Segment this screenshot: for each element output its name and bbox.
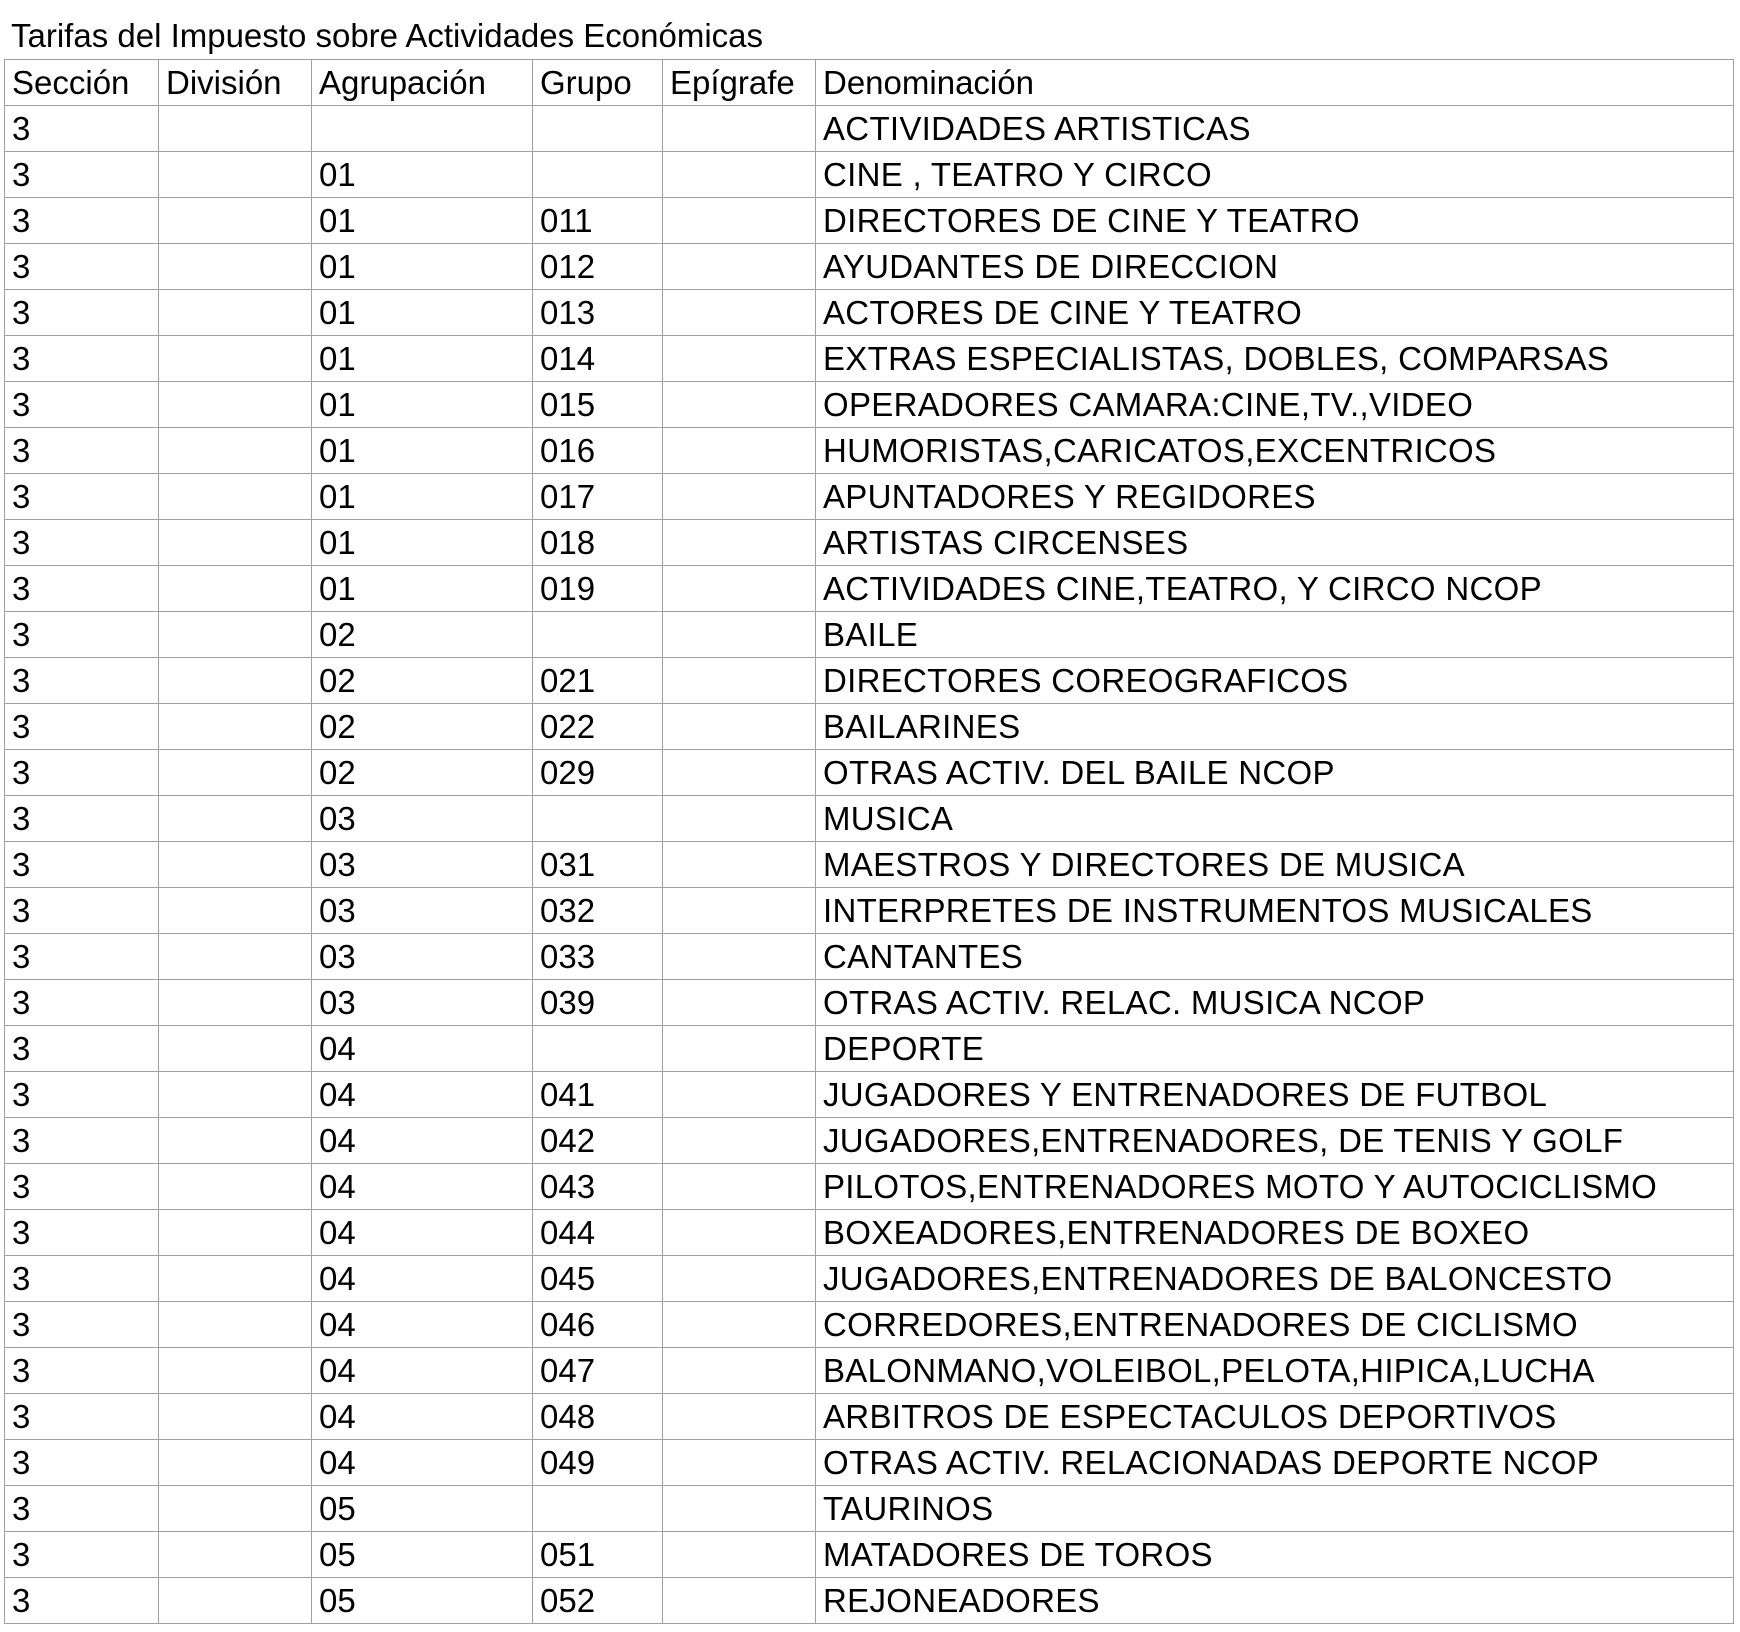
denominacion-cell: CINE , TEATRO Y CIRCO xyxy=(816,152,1734,198)
table-row xyxy=(5,888,1734,934)
table-row xyxy=(5,566,1734,612)
seccion-cell: 3 xyxy=(5,658,159,704)
denominacion-cell: REJONEADORES xyxy=(816,1578,1734,1624)
table-row xyxy=(5,198,1734,244)
agrupacion-cell: 01 xyxy=(312,336,533,382)
epigrafe-cell xyxy=(663,1532,816,1578)
table-row xyxy=(5,290,1734,336)
agrupacion-cell: 01 xyxy=(312,428,533,474)
table-row xyxy=(5,1072,1734,1118)
agrupacion-cell: 01 xyxy=(312,290,533,336)
epigrafe-cell xyxy=(663,290,816,336)
epigrafe-cell xyxy=(663,1578,816,1624)
grupo-cell: 012 xyxy=(533,244,663,290)
grupo-cell: 021 xyxy=(533,658,663,704)
division-cell xyxy=(159,1256,312,1302)
table-row xyxy=(5,612,1734,658)
epigrafe-cell xyxy=(663,1348,816,1394)
table-row xyxy=(5,382,1734,428)
seccion-cell: 3 xyxy=(5,1164,159,1210)
epigrafe-cell xyxy=(663,980,816,1026)
table-row xyxy=(5,750,1734,796)
grupo-cell: 032 xyxy=(533,888,663,934)
division-cell xyxy=(159,244,312,290)
denominacion-cell: ACTIVIDADES ARTISTICAS xyxy=(816,106,1734,152)
epigrafe-cell xyxy=(663,244,816,290)
epigrafe-cell xyxy=(663,1210,816,1256)
grupo-cell: 019 xyxy=(533,566,663,612)
grupo-cell: 017 xyxy=(533,474,663,520)
table-row xyxy=(5,1026,1734,1072)
division-cell xyxy=(159,1210,312,1256)
seccion-cell: 3 xyxy=(5,152,159,198)
division-cell xyxy=(159,474,312,520)
seccion-cell: 3 xyxy=(5,474,159,520)
table-row xyxy=(5,980,1734,1026)
seccion-cell: 3 xyxy=(5,1026,159,1072)
seccion-cell: 3 xyxy=(5,796,159,842)
agrupacion-cell: 02 xyxy=(312,612,533,658)
grupo-cell: 018 xyxy=(533,520,663,566)
table-header-row xyxy=(5,60,1734,106)
denominacion-cell: ACTORES DE CINE Y TEATRO xyxy=(816,290,1734,336)
agrupacion-cell xyxy=(312,106,533,152)
agrupacion-cell: 04 xyxy=(312,1256,533,1302)
agrupacion-cell: 01 xyxy=(312,198,533,244)
grupo-cell: 051 xyxy=(533,1532,663,1578)
seccion-cell: 3 xyxy=(5,1348,159,1394)
seccion-cell: 3 xyxy=(5,106,159,152)
denominacion-cell: OTRAS ACTIV. DEL BAILE NCOP xyxy=(816,750,1734,796)
agrupacion-cell: 02 xyxy=(312,750,533,796)
tarifas-table xyxy=(4,59,1734,1624)
table-row xyxy=(5,1486,1734,1532)
agrupacion-cell: 04 xyxy=(312,1072,533,1118)
seccion-cell: 3 xyxy=(5,1118,159,1164)
epigrafe-cell xyxy=(663,658,816,704)
division-cell xyxy=(159,1164,312,1210)
division-cell xyxy=(159,1578,312,1624)
grupo-cell: 011 xyxy=(533,198,663,244)
division-cell xyxy=(159,520,312,566)
epigrafe-cell xyxy=(663,520,816,566)
agrupacion-cell: 01 xyxy=(312,244,533,290)
division-cell xyxy=(159,1486,312,1532)
division-cell xyxy=(159,612,312,658)
table-body xyxy=(5,106,1734,1624)
seccion-cell: 3 xyxy=(5,198,159,244)
grupo-cell: 039 xyxy=(533,980,663,1026)
seccion-cell: 3 xyxy=(5,750,159,796)
denominacion-cell: OTRAS ACTIV. RELACIONADAS DEPORTE NCOP xyxy=(816,1440,1734,1486)
table-row xyxy=(5,704,1734,750)
division-cell xyxy=(159,290,312,336)
grupo-cell: 033 xyxy=(533,934,663,980)
table-row xyxy=(5,1210,1734,1256)
seccion-cell: 3 xyxy=(5,244,159,290)
seccion-cell: 3 xyxy=(5,566,159,612)
agrupacion-cell: 04 xyxy=(312,1394,533,1440)
division-cell xyxy=(159,1394,312,1440)
agrupacion-cell: 01 xyxy=(312,474,533,520)
epigrafe-cell xyxy=(663,1256,816,1302)
agrupacion-cell: 05 xyxy=(312,1486,533,1532)
seccion-cell: 3 xyxy=(5,1486,159,1532)
denominacion-cell: ARTISTAS CIRCENSES xyxy=(816,520,1734,566)
denominacion-cell: DEPORTE xyxy=(816,1026,1734,1072)
table-row xyxy=(5,1302,1734,1348)
denominacion-cell: JUGADORES Y ENTRENADORES DE FUTBOL xyxy=(816,1072,1734,1118)
epigrafe-cell xyxy=(663,750,816,796)
agrupacion-cell: 01 xyxy=(312,152,533,198)
seccion-cell: 3 xyxy=(5,704,159,750)
epigrafe-cell xyxy=(663,1440,816,1486)
agrupacion-cell: 03 xyxy=(312,888,533,934)
epigrafe-cell xyxy=(663,1164,816,1210)
table-row xyxy=(5,474,1734,520)
epigrafe-cell xyxy=(663,382,816,428)
grupo-cell: 052 xyxy=(533,1578,663,1624)
table-row xyxy=(5,1394,1734,1440)
denominacion-cell: BALONMANO,VOLEIBOL,PELOTA,HIPICA,LUCHA xyxy=(816,1348,1734,1394)
column-header-seccion: Sección xyxy=(5,60,159,106)
division-cell xyxy=(159,980,312,1026)
epigrafe-cell xyxy=(663,1486,816,1532)
division-cell xyxy=(159,888,312,934)
seccion-cell: 3 xyxy=(5,888,159,934)
grupo-cell xyxy=(533,106,663,152)
grupo-cell: 014 xyxy=(533,336,663,382)
denominacion-cell: DIRECTORES DE CINE Y TEATRO xyxy=(816,198,1734,244)
denominacion-cell: INTERPRETES DE INSTRUMENTOS MUSICALES xyxy=(816,888,1734,934)
table-row xyxy=(5,934,1734,980)
denominacion-cell: OTRAS ACTIV. RELAC. MUSICA NCOP xyxy=(816,980,1734,1026)
column-header-division: División xyxy=(159,60,312,106)
grupo-cell xyxy=(533,1026,663,1072)
agrupacion-cell: 01 xyxy=(312,520,533,566)
grupo-cell: 031 xyxy=(533,842,663,888)
agrupacion-cell: 05 xyxy=(312,1578,533,1624)
seccion-cell: 3 xyxy=(5,1210,159,1256)
seccion-cell: 3 xyxy=(5,336,159,382)
table-row xyxy=(5,1532,1734,1578)
agrupacion-cell: 04 xyxy=(312,1348,533,1394)
epigrafe-cell xyxy=(663,1118,816,1164)
denominacion-cell: APUNTADORES Y REGIDORES xyxy=(816,474,1734,520)
denominacion-cell: MAESTROS Y DIRECTORES DE MUSICA xyxy=(816,842,1734,888)
agrupacion-cell: 04 xyxy=(312,1210,533,1256)
table-row xyxy=(5,1578,1734,1624)
epigrafe-cell xyxy=(663,106,816,152)
seccion-cell: 3 xyxy=(5,290,159,336)
table-row xyxy=(5,336,1734,382)
grupo-cell: 046 xyxy=(533,1302,663,1348)
denominacion-cell: BAILE xyxy=(816,612,1734,658)
table-row xyxy=(5,1348,1734,1394)
seccion-cell: 3 xyxy=(5,520,159,566)
division-cell xyxy=(159,106,312,152)
division-cell xyxy=(159,842,312,888)
denominacion-cell: BAILARINES xyxy=(816,704,1734,750)
division-cell xyxy=(159,1072,312,1118)
seccion-cell: 3 xyxy=(5,1072,159,1118)
seccion-cell: 3 xyxy=(5,1394,159,1440)
denominacion-cell: ARBITROS DE ESPECTACULOS DEPORTIVOS xyxy=(816,1394,1734,1440)
division-cell xyxy=(159,1118,312,1164)
denominacion-cell: DIRECTORES COREOGRAFICOS xyxy=(816,658,1734,704)
agrupacion-cell: 04 xyxy=(312,1440,533,1486)
agrupacion-cell: 03 xyxy=(312,934,533,980)
epigrafe-cell xyxy=(663,566,816,612)
seccion-cell: 3 xyxy=(5,1440,159,1486)
agrupacion-cell: 02 xyxy=(312,658,533,704)
table-row xyxy=(5,244,1734,290)
seccion-cell: 3 xyxy=(5,980,159,1026)
division-cell xyxy=(159,198,312,244)
denominacion-cell: TAURINOS xyxy=(816,1486,1734,1532)
grupo-cell: 045 xyxy=(533,1256,663,1302)
denominacion-cell: JUGADORES,ENTRENADORES DE BALONCESTO xyxy=(816,1256,1734,1302)
division-cell xyxy=(159,796,312,842)
epigrafe-cell xyxy=(663,198,816,244)
division-cell xyxy=(159,1026,312,1072)
column-header-epigrafe: Epígrafe xyxy=(663,60,816,106)
agrupacion-cell: 01 xyxy=(312,382,533,428)
agrupacion-cell: 01 xyxy=(312,566,533,612)
denominacion-cell: JUGADORES,ENTRENADORES, DE TENIS Y GOLF xyxy=(816,1118,1734,1164)
agrupacion-cell: 03 xyxy=(312,796,533,842)
denominacion-cell: AYUDANTES DE DIRECCION xyxy=(816,244,1734,290)
division-cell xyxy=(159,336,312,382)
division-cell xyxy=(159,152,312,198)
seccion-cell: 3 xyxy=(5,1578,159,1624)
seccion-cell: 3 xyxy=(5,1256,159,1302)
epigrafe-cell xyxy=(663,796,816,842)
denominacion-cell: CORREDORES,ENTRENADORES DE CICLISMO xyxy=(816,1302,1734,1348)
grupo-cell: 043 xyxy=(533,1164,663,1210)
agrupacion-cell: 04 xyxy=(312,1118,533,1164)
table-row xyxy=(5,842,1734,888)
table-row xyxy=(5,796,1734,842)
division-cell xyxy=(159,428,312,474)
seccion-cell: 3 xyxy=(5,612,159,658)
agrupacion-cell: 05 xyxy=(312,1532,533,1578)
denominacion-cell: OPERADORES CAMARA:CINE,TV.,VIDEO xyxy=(816,382,1734,428)
grupo-cell: 049 xyxy=(533,1440,663,1486)
agrupacion-cell: 03 xyxy=(312,980,533,1026)
seccion-cell: 3 xyxy=(5,382,159,428)
denominacion-cell: CANTANTES xyxy=(816,934,1734,980)
denominacion-cell: EXTRAS ESPECIALISTAS, DOBLES, COMPARSAS xyxy=(816,336,1734,382)
grupo-cell: 022 xyxy=(533,704,663,750)
column-header-grupo: Grupo xyxy=(533,60,663,106)
grupo-cell: 047 xyxy=(533,1348,663,1394)
agrupacion-cell: 04 xyxy=(312,1302,533,1348)
denominacion-cell: HUMORISTAS,CARICATOS,EXCENTRICOS xyxy=(816,428,1734,474)
denominacion-cell: ACTIVIDADES CINE,TEATRO, Y CIRCO NCOP xyxy=(816,566,1734,612)
division-cell xyxy=(159,750,312,796)
grupo-cell: 044 xyxy=(533,1210,663,1256)
division-cell xyxy=(159,934,312,980)
division-cell xyxy=(159,1532,312,1578)
seccion-cell: 3 xyxy=(5,1302,159,1348)
division-cell xyxy=(159,1348,312,1394)
table-row xyxy=(5,1164,1734,1210)
table-row xyxy=(5,1118,1734,1164)
epigrafe-cell xyxy=(663,1072,816,1118)
grupo-cell: 013 xyxy=(533,290,663,336)
epigrafe-cell xyxy=(663,704,816,750)
grupo-cell xyxy=(533,152,663,198)
epigrafe-cell xyxy=(663,934,816,980)
epigrafe-cell xyxy=(663,612,816,658)
epigrafe-cell xyxy=(663,888,816,934)
epigrafe-cell xyxy=(663,1302,816,1348)
epigrafe-cell xyxy=(663,474,816,520)
denominacion-cell: MATADORES DE TOROS xyxy=(816,1532,1734,1578)
denominacion-cell: PILOTOS,ENTRENADORES MOTO Y AUTOCICLISMO xyxy=(816,1164,1734,1210)
table-row xyxy=(5,152,1734,198)
grupo-cell: 041 xyxy=(533,1072,663,1118)
denominacion-cell: MUSICA xyxy=(816,796,1734,842)
agrupacion-cell: 03 xyxy=(312,842,533,888)
table-row xyxy=(5,428,1734,474)
grupo-cell xyxy=(533,612,663,658)
table-row xyxy=(5,106,1734,152)
table-row xyxy=(5,1440,1734,1486)
column-header-agrupacion: Agrupación xyxy=(312,60,533,106)
division-cell xyxy=(159,382,312,428)
agrupacion-cell: 02 xyxy=(312,704,533,750)
division-cell xyxy=(159,566,312,612)
table-row xyxy=(5,1256,1734,1302)
epigrafe-cell xyxy=(663,1026,816,1072)
epigrafe-cell xyxy=(663,336,816,382)
epigrafe-cell xyxy=(663,842,816,888)
division-cell xyxy=(159,658,312,704)
grupo-cell: 016 xyxy=(533,428,663,474)
epigrafe-cell xyxy=(663,428,816,474)
seccion-cell: 3 xyxy=(5,842,159,888)
epigrafe-cell xyxy=(663,1394,816,1440)
page-title: Tarifas del Impuesto sobre Actividades Económicas xyxy=(11,17,764,54)
grupo-cell: 042 xyxy=(533,1118,663,1164)
grupo-cell: 029 xyxy=(533,750,663,796)
denominacion-cell: BOXEADORES,ENTRENADORES DE BOXEO xyxy=(816,1210,1734,1256)
grupo-cell: 048 xyxy=(533,1394,663,1440)
table-row xyxy=(5,658,1734,704)
agrupacion-cell: 04 xyxy=(312,1164,533,1210)
grupo-cell xyxy=(533,796,663,842)
column-header-denominacion: Denominación xyxy=(816,60,1734,106)
seccion-cell: 3 xyxy=(5,1532,159,1578)
seccion-cell: 3 xyxy=(5,428,159,474)
grupo-cell: 015 xyxy=(533,382,663,428)
grupo-cell xyxy=(533,1486,663,1532)
division-cell xyxy=(159,1302,312,1348)
agrupacion-cell: 04 xyxy=(312,1026,533,1072)
seccion-cell: 3 xyxy=(5,934,159,980)
division-cell xyxy=(159,1440,312,1486)
division-cell xyxy=(159,704,312,750)
epigrafe-cell xyxy=(663,152,816,198)
table-row xyxy=(5,520,1734,566)
